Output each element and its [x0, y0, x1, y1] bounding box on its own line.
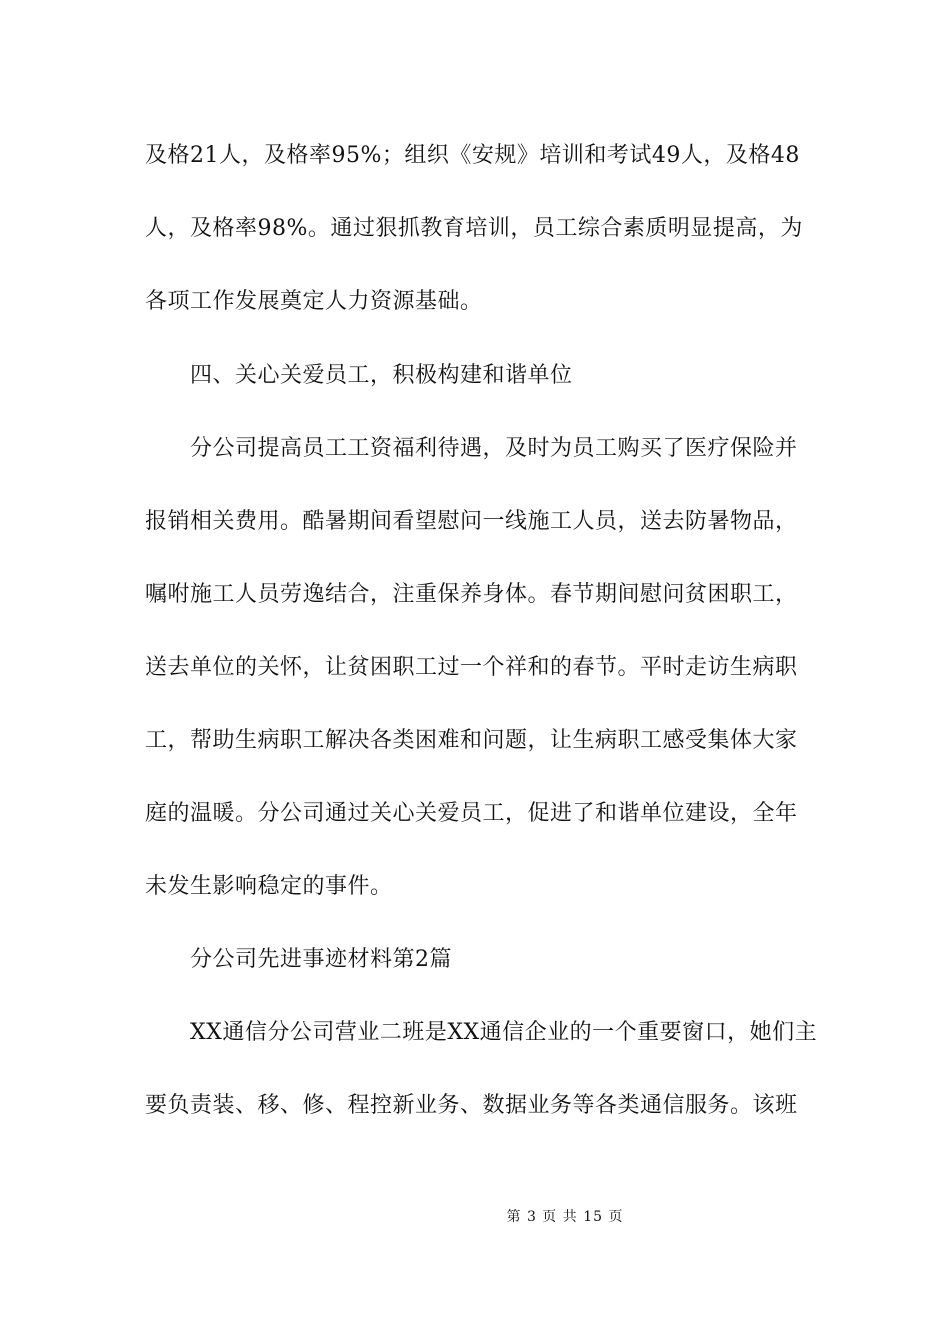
- text-line: 分公司提高员工工资福利待遇，及时为员工购买了医疗保险并: [190, 436, 798, 461]
- text-line: 庭的温暖。分公司通过关心关爱员工，促进了和谐单位建设，全年: [145, 801, 798, 826]
- text-line: 人，及格率98%。通过狠抓教育培训，员工综合素质明显提高，为: [145, 216, 803, 241]
- text-line: 未发生影响稳定的事件。: [145, 874, 393, 899]
- text-line: 嘱咐施工人员劳逸结合，注重保养身体。春节期间慰问贫困职工，: [145, 582, 798, 607]
- text-line: XX通信分公司营业二班是XX通信企业的一个重要窗口，她们主: [190, 1020, 818, 1045]
- text-line: 及格21人，及格率95%；组织《安规》培训和考试49人，及格48: [145, 143, 800, 168]
- text-line: 各项工作发展奠定人力资源基础。: [145, 289, 483, 314]
- text-line: 报销相关费用。酷暑期间看望慰问一线施工人员，送去防暑物品，: [145, 509, 798, 534]
- section-heading: 四、关心关爱员工，积极构建和谐单位: [190, 363, 573, 388]
- text-line: 工，帮助生病职工解决各类困难和问题，让生病职工感受集体大家: [145, 728, 798, 753]
- page-number-footer: 第 3 页 共 15 页: [506, 1209, 624, 1225]
- text-line: 送去单位的关怀，让贫困职工过一个祥和的春节。平时走访生病职: [145, 655, 798, 680]
- text-line: 要负责装、移、修、程控新业务、数据业务等各类通信服务。该班: [145, 1093, 798, 1118]
- article-title: 分公司先进事迹材料第2篇: [190, 947, 452, 972]
